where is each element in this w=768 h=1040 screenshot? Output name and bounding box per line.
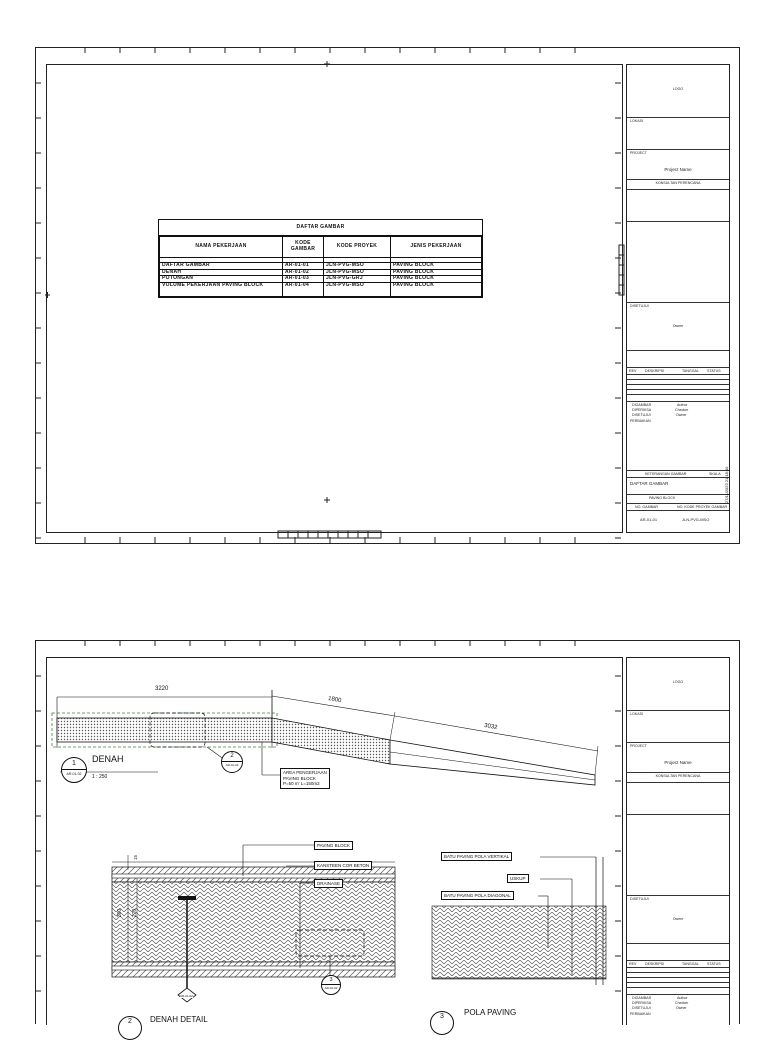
owner-text: Owner — [672, 917, 684, 921]
konsultan-label: KONSULTAN PERENCANA — [655, 774, 701, 778]
owner-text: Owner — [672, 324, 684, 328]
cell: POTONGAN — [160, 276, 283, 283]
checker-value: Checker — [675, 408, 689, 412]
rev-col: REV — [629, 369, 637, 373]
callout-pola-vertikal: BATU PAVING POLA VERTIKAL — [441, 852, 512, 861]
cell: AR-01-04 — [283, 282, 324, 296]
denah-detail-title: DENAH DETAIL — [150, 1015, 208, 1024]
col-jenis: JENIS PEKERJAAN — [391, 237, 482, 258]
detail-ref: AR-01-02 — [180, 994, 193, 998]
digambar-label: DIGAMBAR — [632, 403, 652, 407]
project-name: Project Name — [664, 167, 692, 172]
section-bubble-detail — [118, 1016, 142, 1040]
col-kode-gambar: KODE GAMBAR — [283, 237, 324, 258]
date-col: TANGGAL — [682, 962, 699, 966]
no-gambar-label: NO. GAMBAR — [635, 505, 658, 509]
cell: JLN-PVG-MSO — [324, 263, 391, 270]
cell: PAVING BLOCK — [391, 276, 482, 283]
owner-value: Owner — [676, 1006, 687, 1010]
cell: AR-01-01 — [283, 263, 324, 270]
project-label: PROJECT — [630, 744, 647, 748]
cell: DENAH — [160, 269, 283, 276]
date-col: TANGGAL — [682, 369, 699, 373]
date-stamp: 27/11/2023 21:18:10 — [724, 466, 729, 503]
area-note-line: PAVING BLOCK — [283, 775, 316, 781]
cell: JLN-PVG-MSO — [324, 269, 391, 276]
rev-col: REV — [629, 962, 637, 966]
project-label: PROJECT — [630, 151, 647, 155]
lokasi-label: LOKASI — [630, 712, 643, 716]
cell: AR-01-03 — [283, 276, 324, 283]
disetujui-small-label: DISETUJUI — [632, 413, 651, 417]
section-bubble-pola — [430, 1011, 454, 1035]
table-heading: DAFTAR GAMBAR — [159, 220, 482, 236]
konsultan-label: KONSULTAN PERENCANA — [655, 181, 701, 185]
cell: PAVING BLOCK — [391, 263, 482, 270]
cell: AR-01-02 — [283, 269, 324, 276]
callout-drainase: DRAINASE — [314, 879, 343, 888]
col-kode-proyek: KODE PROYEK — [324, 237, 391, 258]
callout-pola-diagonal: BATU PAVING POLA DIAGONAL — [441, 891, 514, 900]
denah-title: DENAH — [92, 754, 124, 764]
area-note-line: P=50 m' L=150m2 — [283, 781, 320, 786]
cell: PAVING BLOCK — [391, 269, 482, 276]
callout-kansteen: KANSTEEN COR BETON — [314, 861, 372, 870]
bubble-ref: AR-01-02 — [324, 986, 338, 990]
section-bubble-3 — [321, 975, 341, 995]
dim-3220: 3220 — [155, 686, 169, 692]
dim-300: 300 — [117, 908, 124, 918]
desc-col: DESKRIPSI — [645, 962, 665, 966]
cell: DAFTAR GAMBAR — [160, 263, 283, 270]
project-name: Project Name — [664, 760, 692, 765]
status-col: STATUS — [707, 962, 721, 966]
bubble-number: 1 — [62, 758, 86, 770]
logo-text: LOGO — [672, 680, 684, 684]
checker-value: Checker — [675, 1001, 689, 1005]
bubble-number: 3 — [322, 976, 340, 985]
owner-value: Owner — [676, 413, 687, 417]
bubble-ref: AR-01-02 — [225, 763, 239, 767]
status-col: STATUS — [707, 369, 721, 373]
skala-label: SKALA — [709, 472, 721, 476]
author-value: Author — [677, 996, 688, 1000]
perbaikan-label: PERBAIKAN — [630, 1012, 651, 1016]
drawing-number: AR-01-01 — [640, 517, 658, 522]
pola-paving-title: POLA PAVING — [464, 1008, 517, 1017]
keterangan-label: KETERANGAN GAMBAR — [645, 472, 687, 476]
sheet-title-value: DAFTAR GAMBAR — [630, 481, 669, 486]
disetujui-label: DISETUJUI — [630, 897, 649, 901]
cell: VOLUME PEKERJAAN PAVING BLOCK — [160, 282, 283, 296]
diperiksa-label: DIPERIKSA — [632, 408, 652, 412]
lokasi-label: LOKASI — [630, 119, 643, 123]
bubble-number: 2 — [222, 752, 242, 762]
cell: JLN-PVG-MSO — [324, 282, 391, 296]
desc-col: DESKRIPSI — [645, 369, 665, 373]
area-note-line: AREA PENGERJAAN — [283, 770, 327, 775]
bubble-number: 3 — [440, 1013, 444, 1020]
callout-paving-block: PAVING BLOCK — [314, 841, 353, 850]
sheet1-edge-marks — [45, 61, 624, 538]
project-code: JLN-PVG-MSO — [682, 517, 710, 522]
denah-scale: 1 : 250 — [92, 774, 108, 780]
logo-text: LOGO — [672, 87, 684, 91]
bubble-number: 2 — [128, 1018, 132, 1025]
author-value: Author — [677, 403, 688, 407]
perbaikan-label: PERBAIKAN — [630, 419, 651, 423]
col-nama: NAMA PEKERJAAN — [160, 237, 283, 258]
cell: PAVING BLOCK — [391, 282, 482, 296]
disetujui-label: DISETUJUI — [630, 304, 649, 308]
dim-270: 270 — [132, 908, 139, 918]
no-kode-proyek-label: NO. KODE PROYEK GAMBAR — [677, 505, 728, 509]
dim-3032: 3032 — [483, 722, 498, 732]
section-bubble-1 — [61, 757, 87, 783]
section-bubble-2 — [221, 751, 243, 773]
cell: JLN-PVG-GRJ — [324, 276, 391, 283]
bubble-ref: AR-01-02 — [66, 772, 82, 776]
dim-1800: 1800 — [327, 695, 342, 705]
diperiksa-label: DIPERIKSA — [632, 1001, 652, 1005]
disetujui-small-label: DISETUJUI — [632, 1006, 651, 1010]
dim-15: 15 — [133, 854, 139, 861]
area-note — [280, 768, 330, 789]
callout-uskup: USKUP — [507, 874, 529, 883]
paving-block-label: PAVING BLOCK — [649, 496, 676, 500]
digambar-label: DIGAMBAR — [632, 996, 652, 1000]
